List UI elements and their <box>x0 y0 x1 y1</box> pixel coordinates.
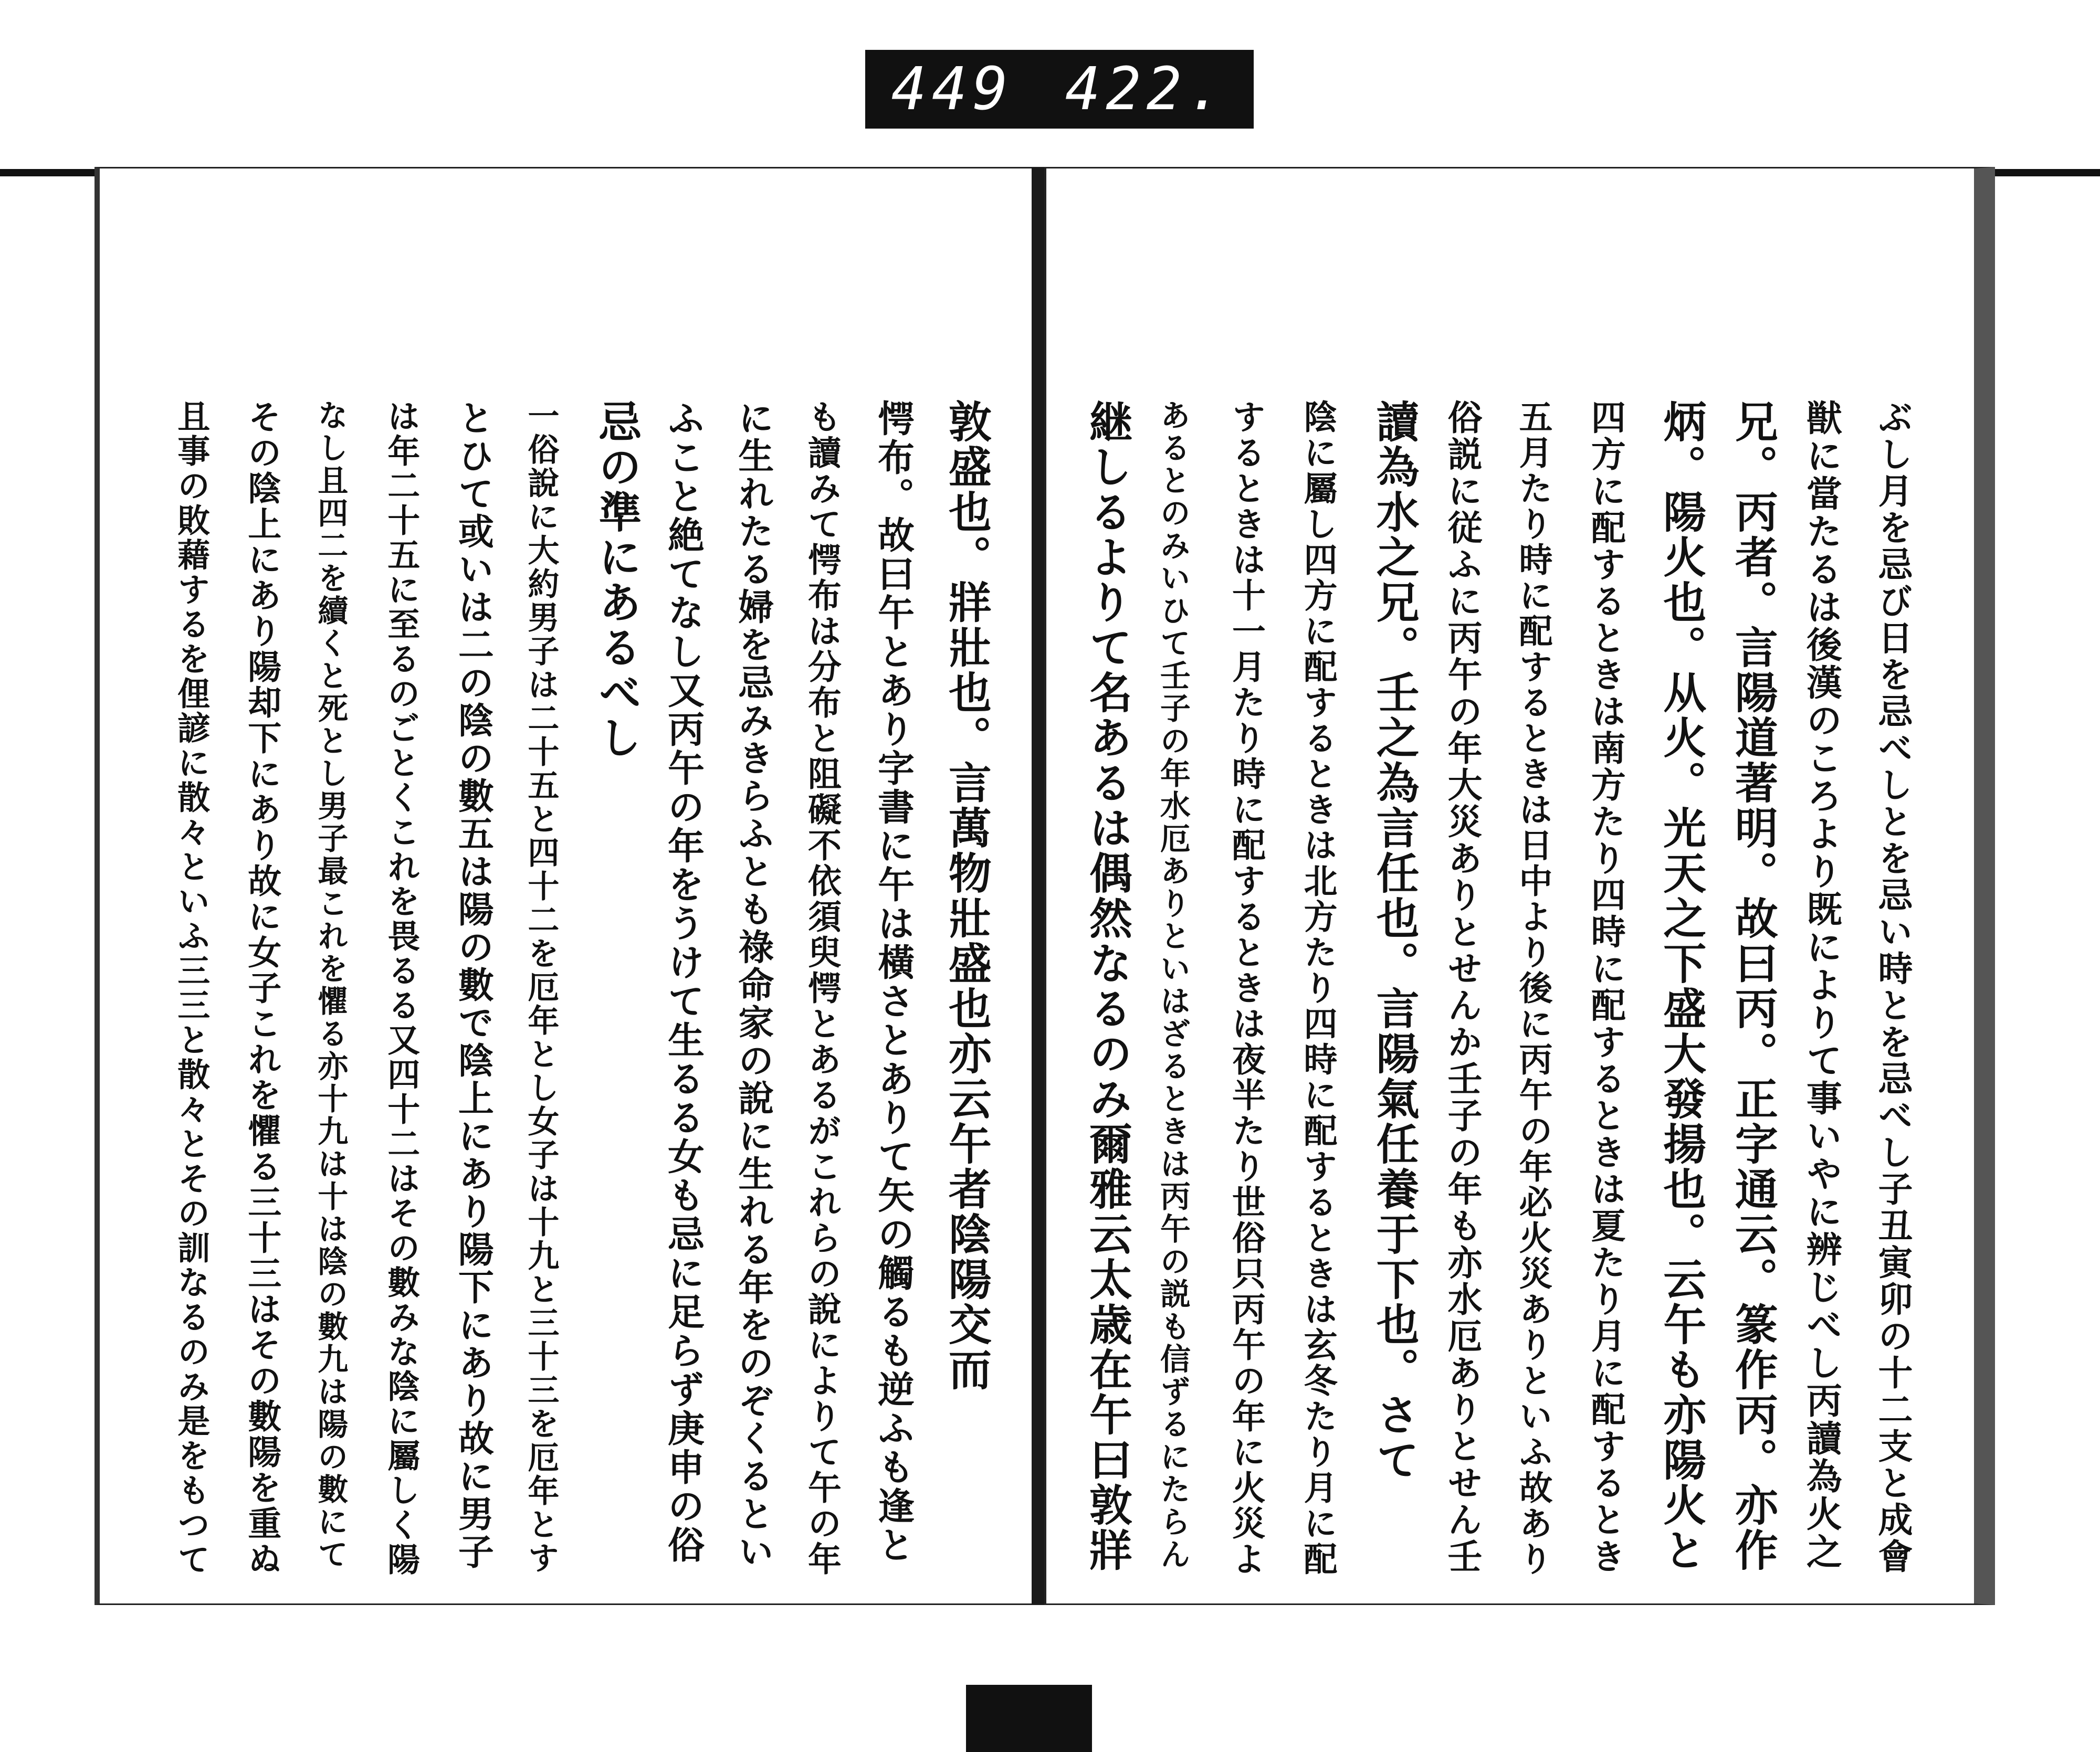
left-column-11: その陰上にあり陽却下にあり故に女子これを懼る三十三はその數陽を重ぬ <box>242 399 282 1577</box>
left-page-text <box>163 399 1003 1586</box>
label-right-number: 422. <box>1065 55 1228 123</box>
left-column-6: 忌の準にあるべし <box>591 399 642 761</box>
right-column-12: 継しるよりて名あるは偶然なるのみ爾雅云太歳在午曰敦牂 <box>1082 399 1133 1573</box>
left-column-5: ふこと絶てなし又丙午の年をうけて生るる女も忌に足らず庚申の俗 <box>662 399 706 1565</box>
left-column-3: も讀みて愕布は分布と阻礙不依須臾愕とあるがこれらの說によりて午の年 <box>802 399 842 1577</box>
right-column-9: 陰に屬し四方に配するときは北方たり四時に配するときは玄冬たり月に配 <box>1298 399 1338 1577</box>
right-column-3: 兄。丙者。言陽道著明。故曰丙。正字通云。篆作丙。亦作 <box>1728 399 1779 1573</box>
bottom-tab <box>966 1685 1092 1752</box>
left-column-2: 愕布。故曰午とあり字書に午は橫さとありて矢の觸るも逆ふも逢と <box>872 399 916 1565</box>
left-column-12: 且事の敗藉するを俚諺に散々といふ三三と散々とその訓なるのみ是をもつて <box>172 399 211 1577</box>
right-column-2: 獣に當たるは後漢のころより既によりて事いやに辨じべし丙讀為火之 <box>1800 399 1843 1571</box>
left-column-4: に生れたる婦を忌みきらふとも祿命家の說に生れる年をのぞくるとい <box>732 399 774 1571</box>
right-page-text <box>1073 399 1934 1586</box>
right-column-10: するときは十一月たり時に配するときは夜半たり世俗只丙午の年に火災よ <box>1226 399 1266 1577</box>
right-column-1: ぶし月を忌び日を忌べしとを忌い時とを忌べし子丑寅卯の十二支と成會 <box>1872 399 1913 1575</box>
right-column-11: あるとのみいひて壬子の年水厄ありといはざるときは丙午の説も信ずるにたらん <box>1154 399 1191 1571</box>
left-column-8: とひて或いは二の陰の數五は陽の數で陰上にあり陽下にあり故に男子 <box>452 399 495 1571</box>
right-column-6: 五月たり時に配するときは日中より後に丙午の年必火災ありといふ故あり <box>1513 399 1553 1577</box>
left-column-10: なし且四二を續くと死とし男子最これを懼る亦十九は十は陰の數九は陽の數にて <box>312 399 349 1571</box>
open-book <box>94 167 1995 1605</box>
left-column-7: 一俗說に大約男子は二十五と四十二を厄年とし女子は十九と三十三を厄年とす <box>522 399 560 1575</box>
right-column-8: 讀為水之兄。壬之為言任也。言陽氣任養于下也。さて <box>1369 399 1420 1483</box>
label-left-number: 449 <box>891 55 1013 123</box>
right-column-7: 俗説に従ふに丙午の年大災ありとせんか壬子の年も亦水厄ありとせん壬 <box>1441 399 1483 1575</box>
right-column-4: 炳。陽火也。从火。光天之下盛大發揚也。云午も亦陽火と <box>1656 399 1707 1573</box>
book-gutter <box>1032 167 1044 1605</box>
left-column-9: は年二十五に至るのごとくこれを畏るる又四十二はその數みな陰に屬しく陽 <box>382 399 421 1577</box>
left-page <box>94 167 1045 1605</box>
right-page <box>1045 167 1995 1605</box>
right-column-5: 四方に配するときは南方たり四時に配するときは夏たり月に配するとき <box>1585 399 1626 1575</box>
left-column-1: 敦盛也。牂壯也。言萬物壯盛也亦云午者陰陽交而 <box>941 399 992 1392</box>
catalog-label <box>865 50 1254 129</box>
